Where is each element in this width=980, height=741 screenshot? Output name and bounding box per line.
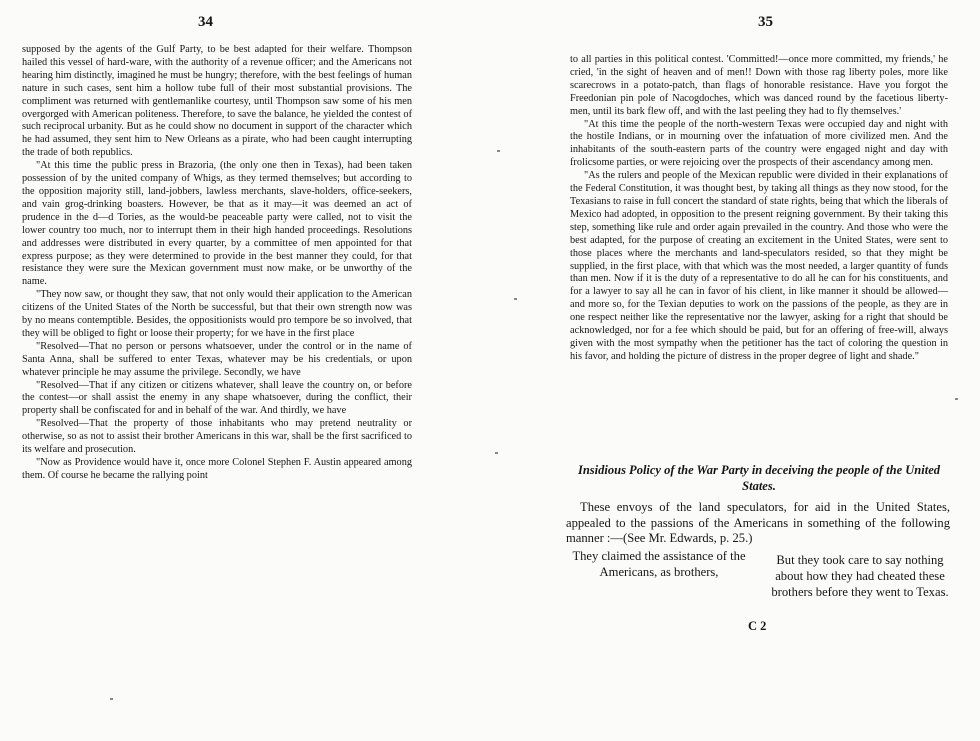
page-speck [955, 398, 958, 400]
page-number-right: 35 [758, 14, 773, 30]
paragraph: "Resolved—That if any citizen or citizens whatever, shall leave the country on, or before the contest—or shall assist the enemy in any shape whatsoever, during the conflict, their property shall be confiscated for and in behalf of the war. And thirdly, we have [22, 379, 412, 417]
section-heading: Insidious Policy of the War Party in deceiving the people of the United States. [577, 463, 941, 493]
paragraph: "Resolved—That no person or persons whatsoever, under the control or in the name of Santa Anna, shall be suffered to enter Texas, whatever may be his credentials, or upon whatever principle he may assume the privilege. Secondly, we have [22, 340, 412, 378]
right-page-text [570, 54, 948, 364]
intro-paragraph: These envoys of the land speculators, for aid in the United States, appealed to the passions of the Americans in something of the following manner :—(See Mr. Edwards, p. 25.) [566, 500, 950, 546]
gutter-speck [495, 452, 498, 454]
paragraph: to all parties in this political contest. 'Committed!—once more committed, my friends,' he cried, 'in the sight of heaven and of men!! Down with those rag liberty poles, more like scarecrows in a potato-patch, than flags of honorable resistance. Have you forgot the Freedonian pin pole of Nacogdoches, which was danced round by the facetious liberty-men, until its bark flew off, and with the last peeling they had to fly themselves.' [570, 54, 948, 117]
paragraph: "At this time the people of the north-western Texas were occupied day and night with the hostile Indians, or in mourning over the infatuation of more civilized men. And the inhabitants of the south-eastern parts of the country were engaged night and day with frolicsome parties, or were rejoicing over the prospects of their ascendancy among men. [570, 118, 948, 169]
left-page [0, 0, 470, 741]
paragraph: "They now saw, or thought they saw, that not only would their application to the American citizens of the United States of the North be successful, but that their own strength now was by no means contemptible. Besides, the oppositionists would pro tempore be so involved, that they will be obliged to fight or loose their property; for we have in the first place [22, 289, 412, 339]
right-page [490, 0, 980, 741]
left-page-text [22, 44, 412, 483]
page-number-left: 34 [198, 14, 213, 30]
paragraph: supposed by the agents of the Gulf Party, to be best adapted for their welfare. Thompson hailed this vessel of hard-ware, with the authority of a revenue officer; and the Americans not hearing him distinctly, imagined he must be hungry; therefore, with the best feelings of human nature in such cases, sent him a hollow tube full of their most substantial provisions. The compliment was returned with gentlemanlike courtesy, until Thompson saw some of his men overgorged with American politeness. Therefore, to save the balance, he yielded the contest of such reciprocal urbanity. But as he could show no document in support of the character which he had assumed, they sent him to New Orleans as a pirate, who had been caught interrupting the trade of both republics. [22, 44, 412, 159]
paragraph: "Now as Providence would have it, once more Colonel Stephen F. Austin appeared among them. Of course he became the rallying point [22, 457, 412, 481]
paragraph: "Resolved—That the property of those inhabitants who may pretend neutrality or otherwise, so as not to assist their brother Americans in this war, shall be the first sacrificed to its welfare and prosecution. [22, 418, 412, 456]
page-speck [110, 698, 113, 700]
paragraph: "At this time the public press in Brazoria, (the only one then in Texas), had been taken possession of by the united company of Whigs, as they termed themselves; but according to the opposition majority still, land-jobbers, lawless merchants, slave-holders, office-seekers, and vain grog-drinking boasters. However, be that as it may—it was deemed an act of prudence in the d—d Tories, as the would-be peaceable party were called, not to visit the lower country too much, nor to interrupt them in their high handed proceedings. Resolutions and addresses were distributed in every quarter, by a committee of men appointed for that express purpose; as they were determined to provide in the best manner they could, for that resistance they were sure the Mexican government must now make, or be unworthy of the name. [22, 160, 412, 288]
gutter-speck [514, 298, 517, 300]
gutter-speck [497, 150, 500, 152]
signature-mark: C 2 [748, 619, 767, 633]
paragraph: "As the rulers and people of the Mexican republic were divided in their explanations of the Federal Constitution, it was thought best, by taking all things as they now stood, for the Texasians to raise in full concert the standard of state rights, being that which the liberals of Mexico had adopted, in opposition to the present reigning government. By their taking this step, something like rule and order again prevailed in the country. And those who were the best adapted, for the purpose of creating an excitement in the United States, were sent to those places where the merchants and land-speculators resided, so that they might be supplied, in the first place, with that which was the most needed, a larger quantity of funds than men. Now if it is the duty of a representative to do all he can for his constituents, and for a lawyer to say all he can in favor of his client, in like manner it should be allowed—and more so, for the Texian deputies to work on the passions of the people, as they are in one respect neither like the representative nor the lawyer, asking for a right that should be acknowledged, nor for a fee which should be paid, but for an offering of free-will, always given with the most sympathy when the petitioner has the tact of coloring the question in his favor, and holding the picture of distress in the proper degree of light and shade." [570, 170, 948, 362]
column-right-text: But they took care to say nothing about how they had cheated these brothers before they went to Texas. [771, 553, 949, 599]
column-left-text: They claimed the assistance of the Americans, as brothers, [572, 549, 746, 579]
